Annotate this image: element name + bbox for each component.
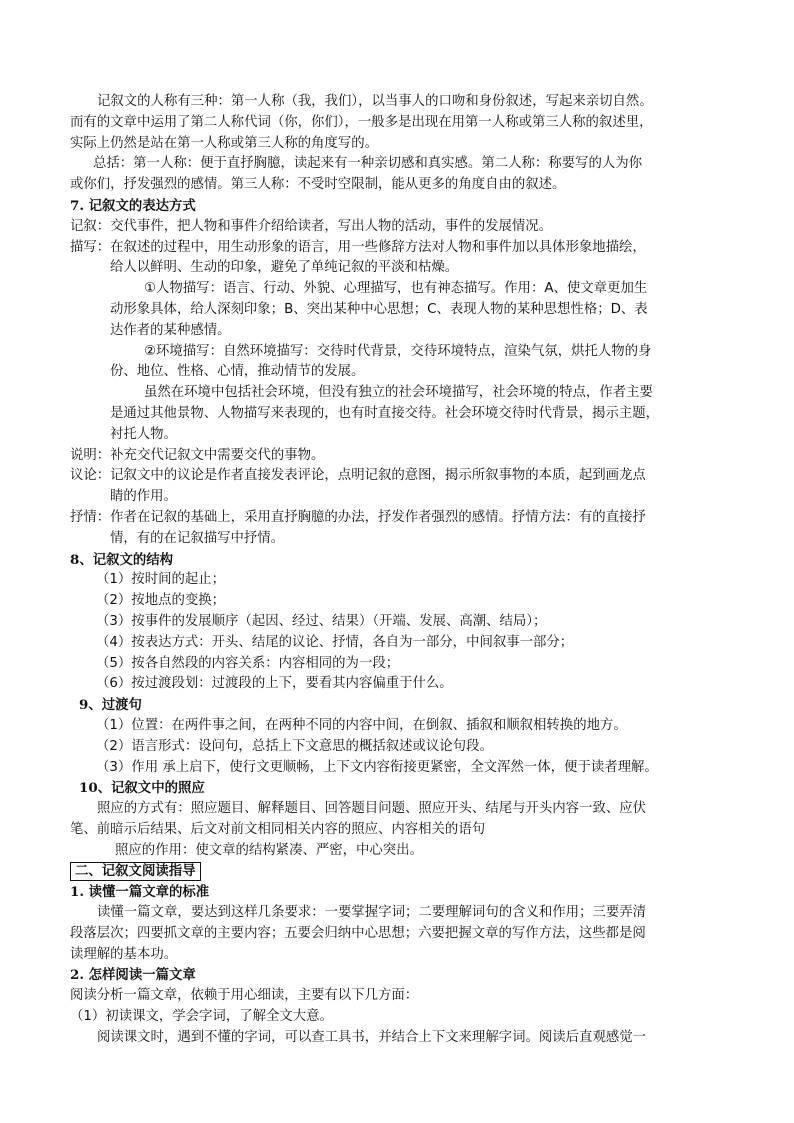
subsection-heading-2: 2. 怎样阅读一篇文章 (70, 967, 196, 984)
list-item: （3）按事件的发展顺序（起因、经过、结果）（开端、发展、高潮、结局）； (96, 613, 547, 629)
section-heading-2-boxed: 二、记叙文阅读指导 (70, 862, 201, 881)
section-heading-10: 10、记叙文中的照应 (79, 780, 205, 797)
paragraph-line: 衬托人物。 (110, 426, 177, 442)
document-page (70, 92, 750, 1049)
section-box-heading-wrap (70, 861, 750, 882)
paragraph-line: 虽然在环境中包括社会环境，但没有独立的社会环境描写，社会环境的特点，作者主要 (144, 385, 653, 401)
paragraph-line: 照应的作用：使文章的结构紧凑、严密，中心突出。 (115, 842, 423, 858)
paragraph-line: 笔、前暗示后结果、后文对前文相同相关内容的照应、内容相关的语句 (70, 821, 486, 837)
subsection-heading-1: 1. 读懂一篇文章的标准 (70, 884, 210, 901)
paragraph-line: 读理解的基本功。 (70, 946, 178, 962)
section-heading-8: 8、记叙文的结构 (70, 551, 174, 568)
paragraph-line: 动形象具体，给人深刻印象；B、突出某种中心思想；C、表现人物的某种思想性格；D、表 (110, 301, 648, 317)
paragraph-line: 情，有的在记叙描写中抒情。 (110, 530, 285, 546)
paragraph-line: 记叙：交代事件，把人物和事件介绍给读者，写出人物的活动，事件的发展情况。 (70, 218, 553, 234)
section-heading-9: 9、过渡句 (79, 697, 142, 714)
paragraph-line: 段落层次；四要抓文章的主要内容；五要会归纳中心思想；六要把握文章的写作方法，这些都是阅 (70, 925, 646, 941)
paragraph-line: 记叙文的人称有三种：第一人称（我，我们），以当事人的口吻和身份叙述，写起来亲切自然。 (97, 94, 653, 109)
paragraph-line: 是通过其他景物、人物描写来表现的，也有时直接交待。社会环境交待时代背景，揭示主题， (110, 405, 660, 421)
paragraph-line: 达作者的某种感情。 (110, 322, 231, 338)
paragraph-line: 份、地位、性格、心情，推动情节的发展。 (110, 364, 365, 380)
paragraph-line: 而有的文章中运用了第二人称代词（你，你们），一般多是出现在用第一人称或第三人称的叙述里， (70, 114, 653, 130)
paragraph-line: 总括：第一人称：便于直抒胸臆，读起来有一种亲切感和真实感。第二人称：称要写的人为你 (93, 156, 643, 172)
paragraph-line: 阅读分析一篇文章，依赖于用心细读，主要有以下几方面： (70, 988, 419, 1004)
paragraph-line: 睛的作用。 (110, 489, 177, 505)
list-item: （3）作用 承上启下，使行文更顺畅，上下文内容衔接更紧密，全文浑然一体，便于读者理解。 (96, 759, 658, 775)
list-item: （6）按过渡段划：过渡段的上下，要看其内容偏重于什么。 (96, 676, 453, 692)
paragraph-line: 议论：记叙文中的议论是作者直接发表评论，点明记叙的意图，揭示所叙事物的本质，起到画龙点 (70, 468, 646, 484)
section-heading-7: 7. 记叙文的表达方式 (70, 197, 196, 214)
paragraph-line: ②环境描写：自然环境描写：交待时代背景，交待环境特点，渲染气氛，烘托人物的身 (144, 343, 652, 359)
list-item: （5）按各自然段的内容关系：内容相同的为一段； (96, 655, 400, 671)
list-item: （1）初读课文，学会字词，了解全文大意。 (70, 1009, 333, 1025)
paragraph-line: 给人以鲜明、生动的印象，避免了单纯记叙的平淡和枯燥。 (110, 260, 459, 276)
paragraph-line: 或你们，抒发强烈的感情。第三人称：不受时空限制，能从更多的角度自由的叙述。 (70, 177, 566, 193)
list-item: （2）按地点的变换； (96, 593, 226, 609)
paragraph-line: 抒情：作者在记叙的基础上，采用直抒胸臆的办法，抒发作者强烈的感情。抒情方法：有的直接抒 (70, 509, 646, 525)
paragraph-line: 说明：补充交代记叙文中需要交代的事物。 (70, 447, 325, 463)
list-item: （2）语言形式：设问句，总括上下文意思的概括叙述或议论句段。 (96, 738, 493, 754)
list-item: （1）位置：在两件事之间，在两种不同的内容中间，在倒叙、插叙和顺叙相转换的地方。 (96, 717, 627, 733)
paragraph-line: ①人物描写：语言、行动、外貌、心理描写，也有神态描写。作用：A、使文章更加生 (144, 281, 648, 297)
paragraph-line: 描写：在叙述的过程中，用生动形象的语言，用一些修辞方法对人物和事件加以具体形象地描绘， (70, 239, 646, 255)
list-item: （4）按表达方式：开头、结尾的议论、抒情，各自为一部分，中间叙事一部分； (96, 634, 574, 650)
list-item: （1）按时间的起止； (96, 572, 226, 588)
paragraph-line: 读懂一篇文章，要达到这样几条要求：一要掌握字词；二要理解词句的含义和作用；三要弄清 (97, 905, 647, 921)
paragraph-line: 阅读课文时，遇到不懂的字词，可以查工具书，并结合上下文来理解字词。阅读后直观感觉一 (97, 1029, 647, 1045)
paragraph-line: 照应的方式有：照应题目、解释题目、回答题目问题、照应开头、结尾与开头内容一致、应伏 (97, 801, 647, 817)
paragraph-line: 实际上仍然是站在第一人称或第三人称的角度写的。 (70, 135, 378, 151)
